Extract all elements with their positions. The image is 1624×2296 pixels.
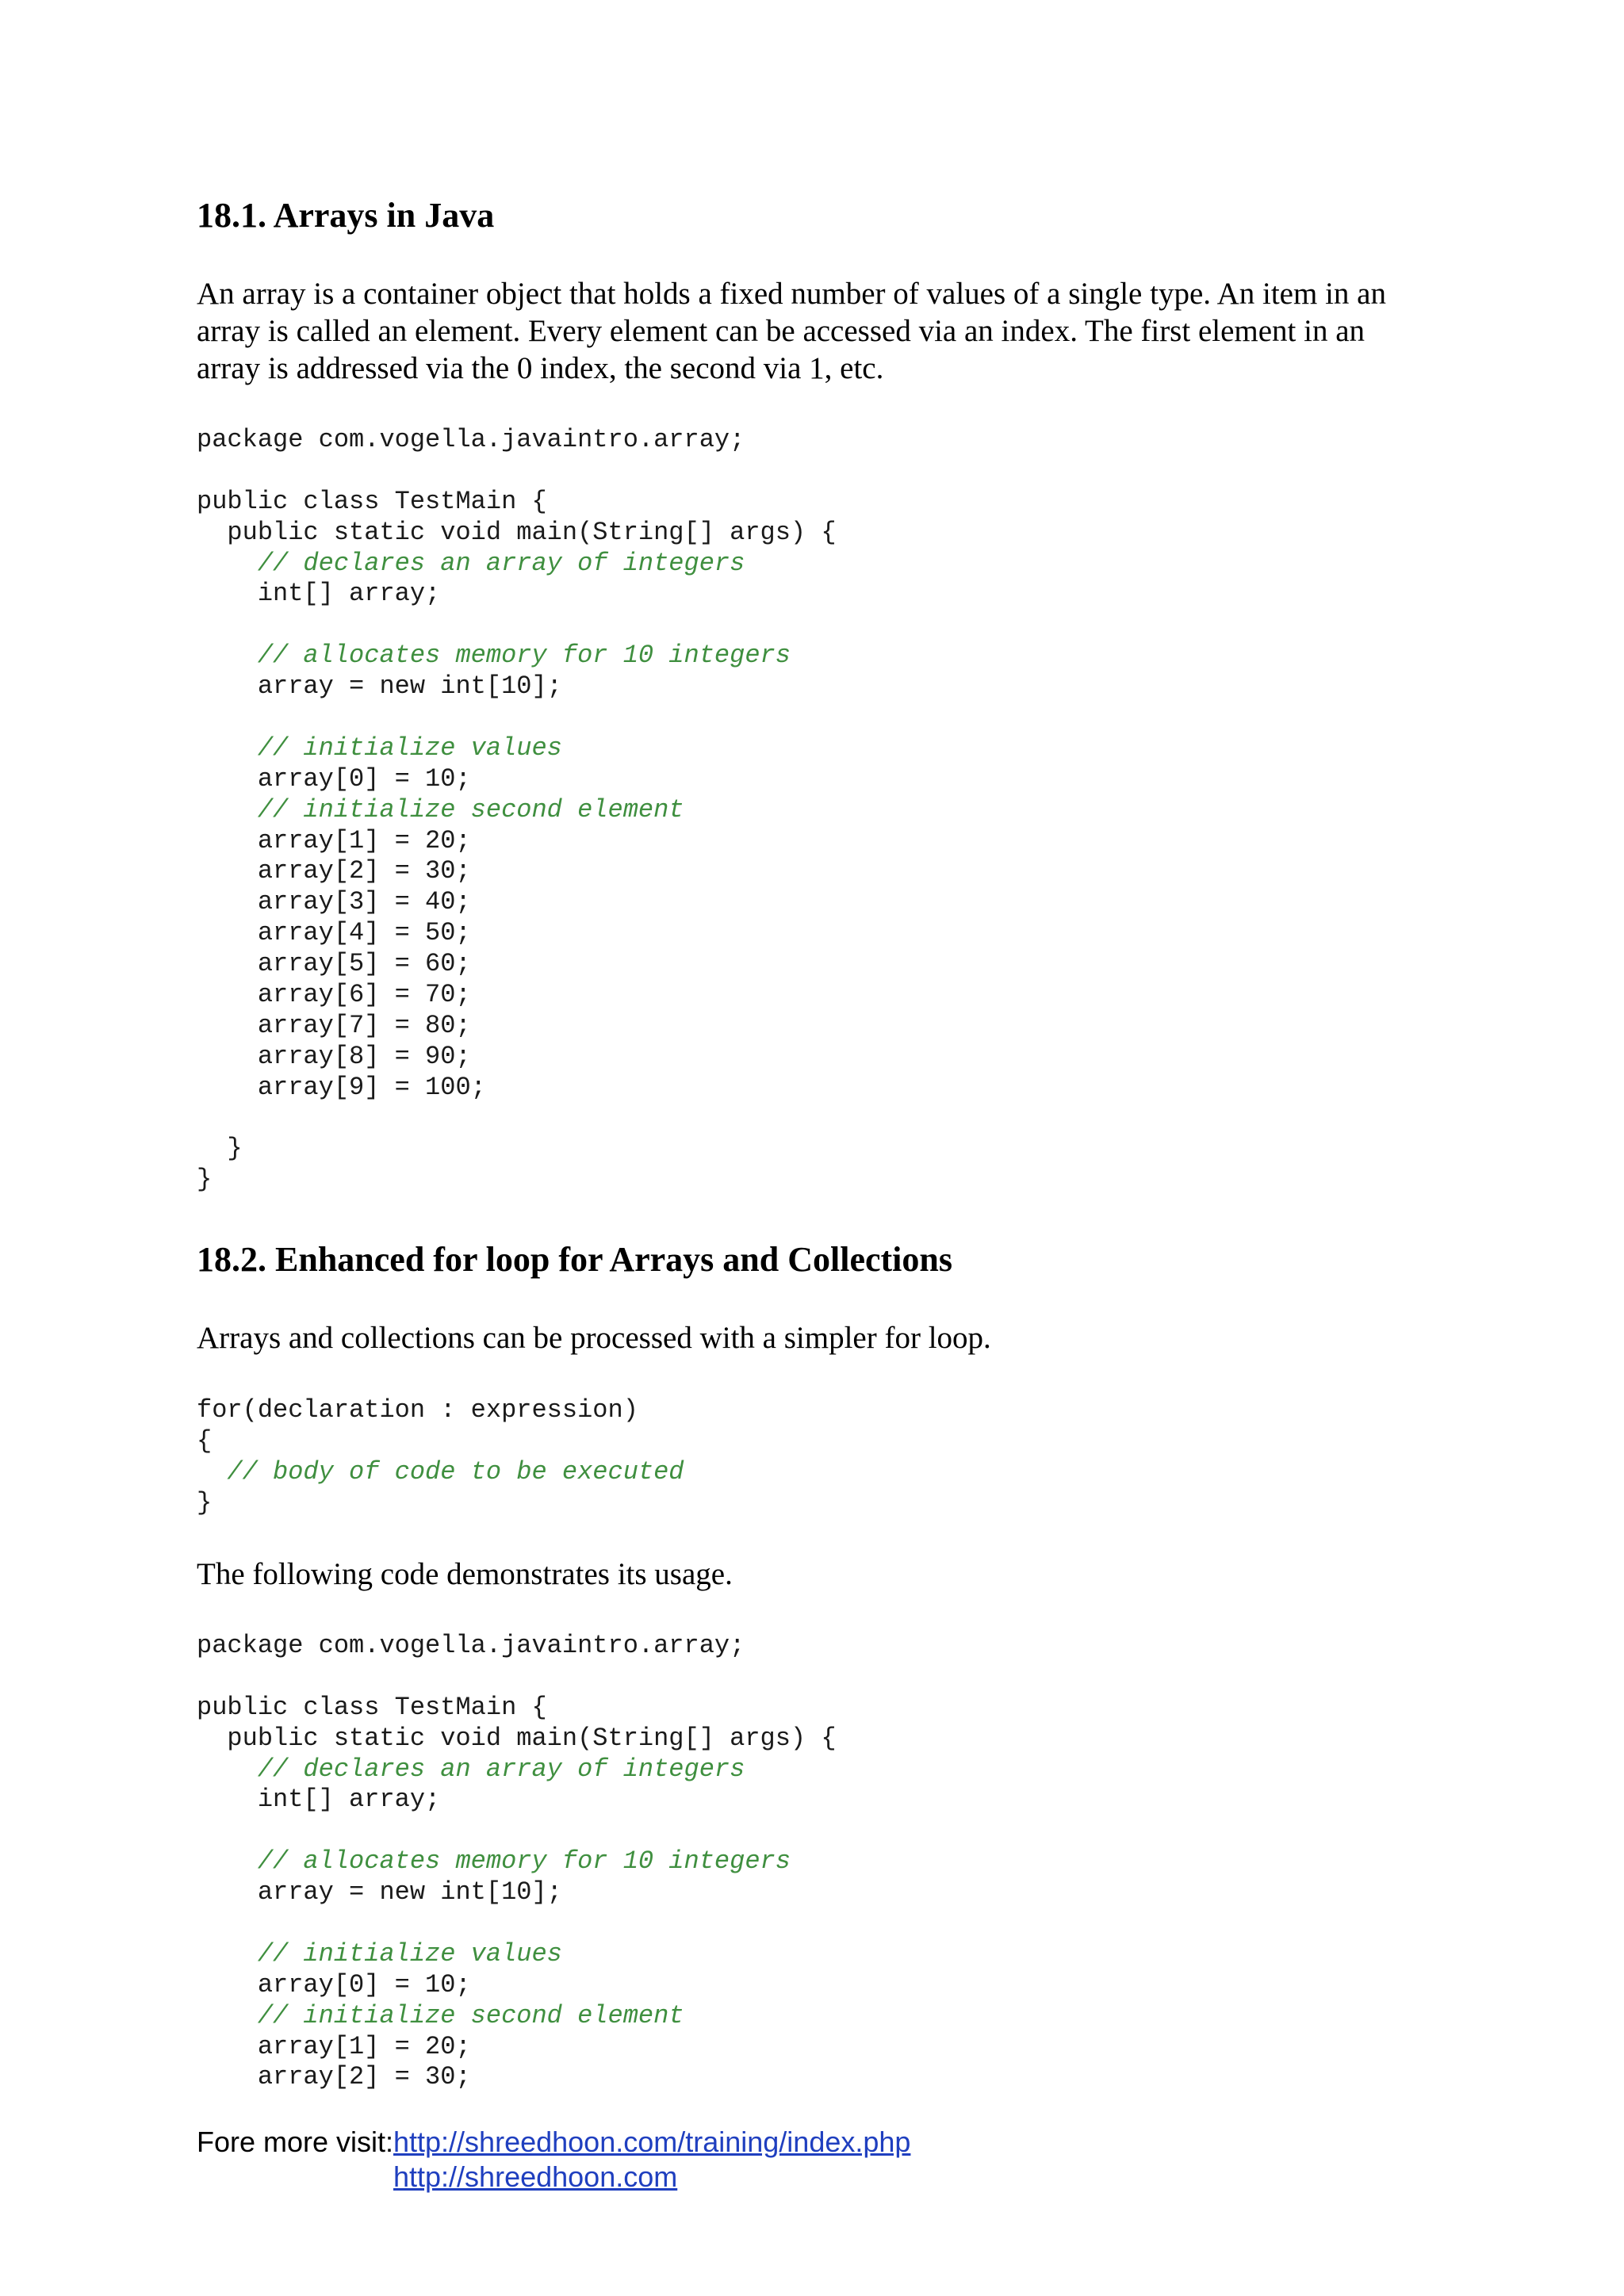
code-line: array[6] = 70; xyxy=(197,980,471,1010)
code-line: array = new int[10]; xyxy=(197,672,562,702)
code-line xyxy=(197,456,837,487)
code-line xyxy=(197,1908,837,1939)
code-line: array[9] = 100; xyxy=(197,1072,486,1102)
code-line: int[] array; xyxy=(197,579,441,609)
code-line: } xyxy=(197,1487,213,1517)
arrays-intro-paragraph: An array is a container object that holds a fixed number of values of a single type. An item in an array is called an element. Every element can be accessed via an index. The first element in an array is addressed via the 0 index, the second via 1, etc. xyxy=(197,277,1386,385)
code-block-usage-example xyxy=(197,1631,837,2093)
code-comment-line: // initialize second element xyxy=(197,2000,684,2030)
footer-row-1 xyxy=(197,2125,910,2160)
code-line: package com.vogella.javaintro.array; xyxy=(197,1631,745,1660)
code-line: int[] array; xyxy=(197,1785,441,1815)
usage-paragraph: The following code demonstrates its usage. xyxy=(197,1557,733,1591)
code-line: array[3] = 40; xyxy=(197,887,471,917)
code-line: public class TestMain { xyxy=(197,1692,547,1722)
code-line xyxy=(197,1662,837,1693)
code-line: array[8] = 90; xyxy=(197,1041,471,1071)
footer-link-training[interactable]: http://shreedhoon.com/training/index.php xyxy=(393,2126,911,2158)
code-line: array[7] = 80; xyxy=(197,1010,471,1040)
code-comment-line: // initialize second element xyxy=(197,794,684,825)
code-line: array[5] = 60; xyxy=(197,949,471,979)
code-comment-line: // declares an array of integers xyxy=(197,1754,745,1784)
code-comment-line: // allocates memory for 10 integers xyxy=(197,1846,791,1877)
code-line: array[2] = 30; xyxy=(197,856,471,886)
code-comment-line: // initialize values xyxy=(197,733,562,763)
code-line: array[1] = 20; xyxy=(197,2031,471,2061)
code-line: public class TestMain { xyxy=(197,486,547,516)
section-heading-arrays-in-java: 18.1. Arrays in Java xyxy=(197,196,495,235)
code-block-arrays-example xyxy=(197,425,837,1196)
code-line: array[4] = 50; xyxy=(197,918,471,948)
code-line: for(declaration : expression) xyxy=(197,1395,638,1425)
code-line: package com.vogella.javaintro.array; xyxy=(197,425,745,454)
code-line: public static void main(String[] args) { xyxy=(197,1723,837,1753)
code-line xyxy=(197,702,837,733)
code-line: array[0] = 10; xyxy=(197,1969,471,1999)
footer xyxy=(197,2125,910,2195)
code-comment-line: // declares an array of integers xyxy=(197,548,745,578)
code-line: array[1] = 20; xyxy=(197,825,471,855)
section-heading-enhanced-for-loop: 18.2. Enhanced for loop for Arrays and Collections xyxy=(197,1240,952,1279)
code-line: { xyxy=(197,1425,213,1456)
code-line: } xyxy=(197,1134,243,1164)
code-line xyxy=(197,610,837,641)
enhanced-for-intro-paragraph: Arrays and collections can be processed with a simpler for loop. xyxy=(197,1321,991,1355)
code-comment-line: // body of code to be executed xyxy=(197,1456,684,1487)
code-line xyxy=(197,1816,837,1846)
footer-link-home[interactable]: http://shreedhoon.com xyxy=(393,2160,678,2193)
code-comment-line: // initialize values xyxy=(197,1938,562,1969)
code-line: array = new int[10]; xyxy=(197,1877,562,1908)
code-line xyxy=(197,1104,837,1135)
code-line: } xyxy=(197,1165,213,1195)
code-block-for-syntax xyxy=(197,1395,684,1519)
footer-label: Fore more visit: xyxy=(197,2126,394,2158)
code-line: public static void main(String[] args) { xyxy=(197,517,837,547)
code-line: array[2] = 30; xyxy=(197,2062,471,2092)
footer-row-2 xyxy=(197,2160,910,2195)
code-comment-line: // allocates memory for 10 integers xyxy=(197,641,791,671)
code-line: array[0] = 10; xyxy=(197,763,471,794)
